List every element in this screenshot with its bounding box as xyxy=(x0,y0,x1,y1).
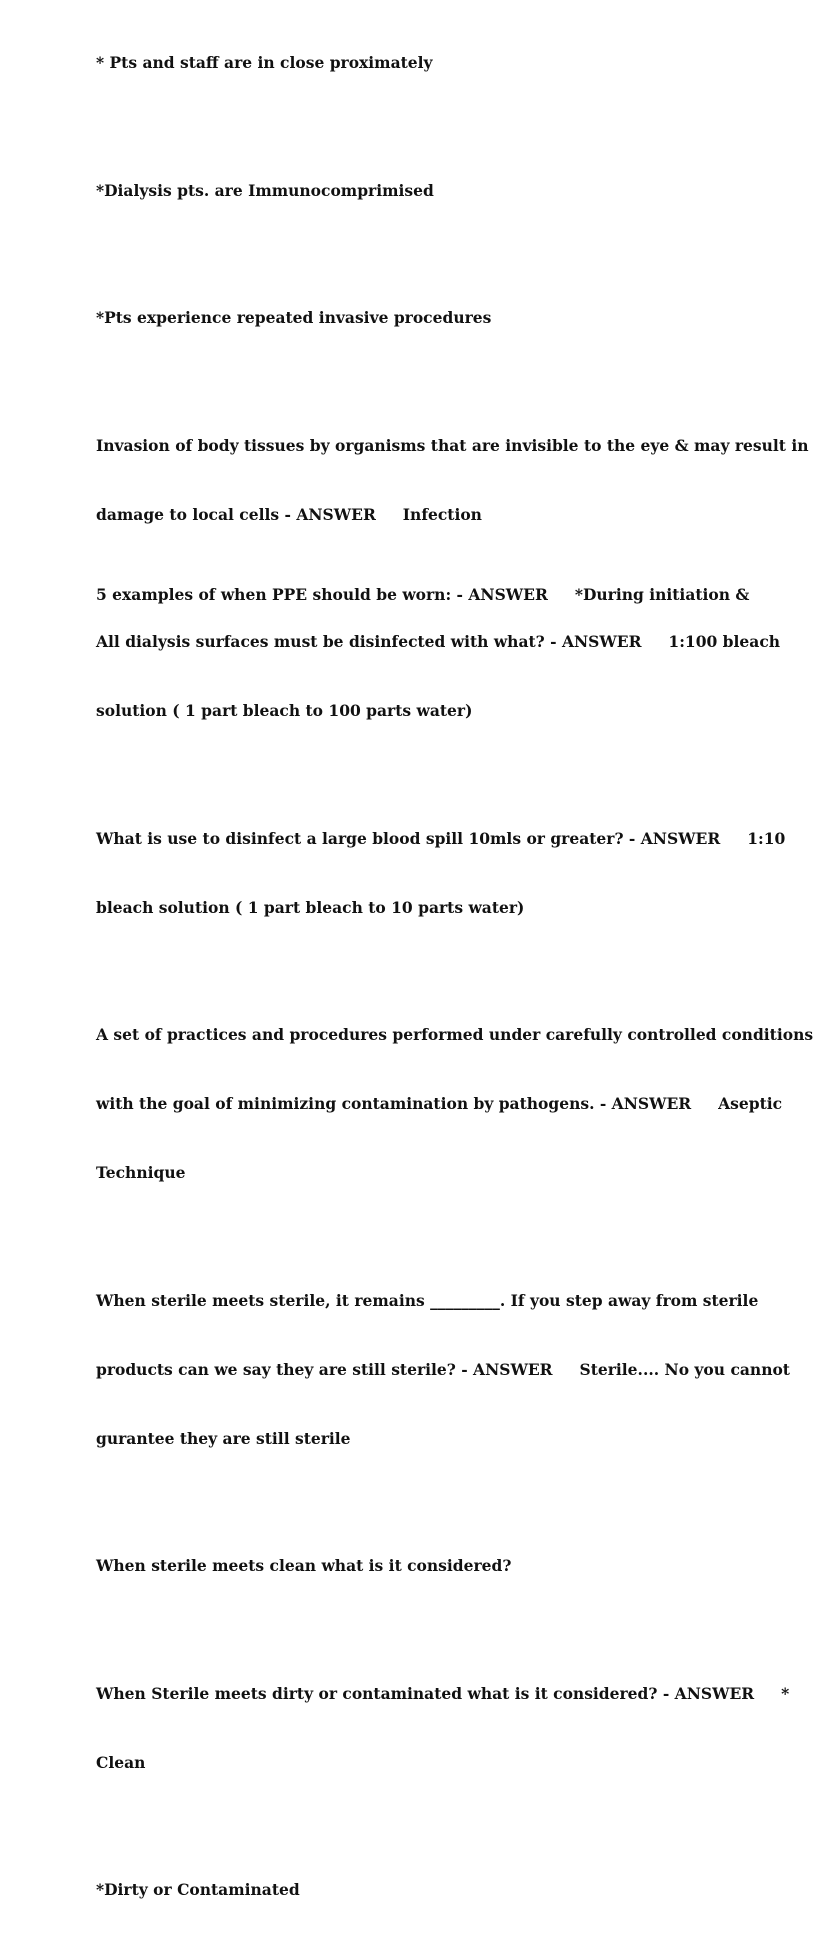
text-line: When sterile meets clean what is it considered? xyxy=(96,1556,512,1575)
text-line: What is use to disinfect a large blood spill 10mls or greater? - ANSWER 1:10 xyxy=(96,828,786,848)
paragraph xyxy=(96,1832,736,1947)
text-line: solution ( 1 part bleach to 100 parts water) xyxy=(96,701,473,720)
document-body xyxy=(96,5,813,1960)
text-line: bleach solution ( 1 part bleach to 10 parts water) xyxy=(96,897,525,917)
text-line: damage to local cells - ANSWER Infection xyxy=(96,504,482,524)
paragraph xyxy=(96,5,736,120)
paragraph xyxy=(96,1636,790,1820)
cutoff-text-line: 5 examples of when PPE should be worn: - ANSWER *During initiation & xyxy=(96,585,750,604)
text-line: When Sterile meets dirty or contaminated what is it considered? - ANSWER * xyxy=(96,1683,790,1703)
text-line: with the goal of minimizing contamination by pathogens. - ANSWER Aseptic xyxy=(96,1094,783,1113)
paragraph xyxy=(96,584,781,768)
text-line: products can we say they are still sterile? - ANSWER Sterile.... No you cannot xyxy=(96,1359,790,1379)
text-line: When sterile meets sterile, it remains _________. If you step away from sterile xyxy=(96,1290,759,1310)
text-line: *Pts experience repeated invasive procedures xyxy=(96,308,492,327)
text-line: Technique xyxy=(96,1163,186,1182)
paragraph xyxy=(96,133,736,248)
text-line: A set of practices and procedures performed under carefully controlled conditions xyxy=(96,1025,813,1044)
text-line: Invasion of body tissues by organisms that are invisible to the eye & may result in xyxy=(96,435,809,455)
text-line: *Dialysis pts. are Immunocomprimised xyxy=(96,180,434,200)
text-line: Clean xyxy=(96,1752,146,1772)
paragraph xyxy=(96,388,809,572)
paragraph xyxy=(96,781,786,965)
paragraph xyxy=(96,1243,790,1496)
paragraph xyxy=(96,260,736,375)
text-line: *Dirty or Contaminated xyxy=(96,1880,300,1899)
text-line: * Pts and staff are in close proximately xyxy=(96,53,433,72)
text-line: gurantee they are still sterile xyxy=(96,1428,351,1448)
paragraph xyxy=(96,1508,736,1623)
text-line: All dialysis surfaces must be disinfected with what? - ANSWER 1:100 bleach xyxy=(96,632,781,651)
paragraph xyxy=(96,977,813,1230)
